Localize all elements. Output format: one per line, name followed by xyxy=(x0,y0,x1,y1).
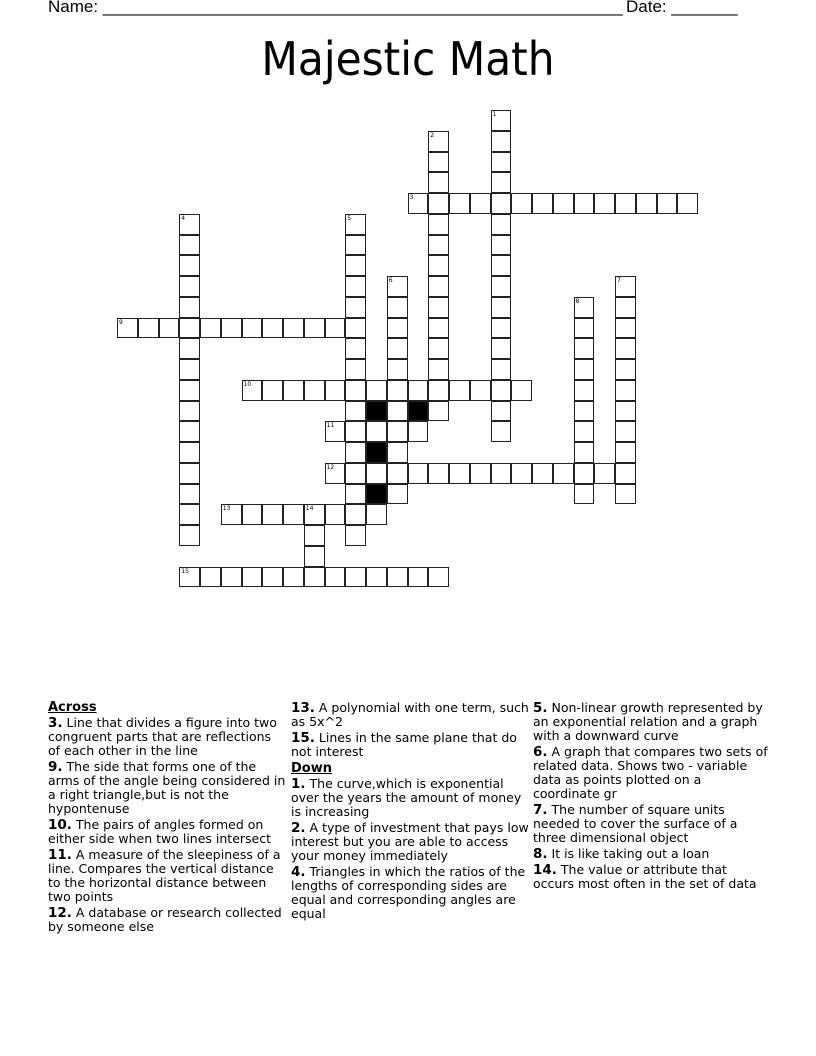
grid-cell[interactable] xyxy=(491,193,512,214)
grid-cell[interactable] xyxy=(325,567,346,588)
clue-down-7: 7. The number of square units needed to cover the surface of a three dimensional object xyxy=(533,802,738,845)
grid-cell[interactable] xyxy=(387,484,408,505)
grid-cell[interactable] xyxy=(345,235,366,256)
grid-cell[interactable] xyxy=(553,193,574,214)
grid-cell[interactable] xyxy=(615,442,636,463)
grid-cell[interactable] xyxy=(179,525,200,546)
grid-cell[interactable] xyxy=(304,546,325,567)
clue-down-1: 1. The curve,which is exponential over the years the amount of money is increasing xyxy=(291,776,522,819)
grid-cell[interactable] xyxy=(511,463,532,484)
grid-cell[interactable] xyxy=(491,297,512,318)
grid-cell[interactable] xyxy=(366,504,387,525)
grid-cell[interactable] xyxy=(615,297,636,318)
grid-cell[interactable] xyxy=(221,504,242,525)
grid-cell[interactable] xyxy=(159,318,180,339)
page-title: Majestic Math xyxy=(261,32,555,86)
grid-cell[interactable] xyxy=(615,193,636,214)
grid-cell[interactable] xyxy=(262,380,283,401)
grid-cell[interactable] xyxy=(449,193,470,214)
grid-cell[interactable] xyxy=(179,214,200,235)
grid-cell[interactable] xyxy=(594,193,615,214)
grid-cell[interactable] xyxy=(242,504,263,525)
grid-cell[interactable] xyxy=(179,463,200,484)
grid-cell[interactable] xyxy=(553,463,574,484)
grid-cell[interactable] xyxy=(470,380,491,401)
grid-cell[interactable] xyxy=(574,484,595,505)
clue-across-11: 11. A measure of the sleepiness of a line. Compares the vertical distance to the horizontal distance between two points xyxy=(48,847,281,904)
black-cell xyxy=(366,484,387,505)
clue-number: 4 xyxy=(181,214,186,222)
grid-cell[interactable] xyxy=(345,214,366,235)
grid-cell[interactable] xyxy=(304,567,325,588)
grid-cell[interactable] xyxy=(345,442,366,463)
grid-cell[interactable] xyxy=(574,380,595,401)
grid-cell[interactable] xyxy=(428,380,449,401)
grid-cell[interactable] xyxy=(428,255,449,276)
grid-cell[interactable] xyxy=(345,297,366,318)
grid-cell[interactable] xyxy=(428,297,449,318)
grid-cell[interactable] xyxy=(345,421,366,442)
clues-column-3 xyxy=(533,701,771,893)
grid-cell[interactable] xyxy=(221,318,242,339)
grid-cell[interactable] xyxy=(615,276,636,297)
grid-cell[interactable] xyxy=(574,318,595,339)
grid-cell[interactable] xyxy=(574,297,595,318)
grid-cell[interactable] xyxy=(615,318,636,339)
grid-cell[interactable] xyxy=(262,318,283,339)
grid-cell[interactable] xyxy=(615,484,636,505)
clue-number: 9 xyxy=(119,318,123,326)
grid-cell[interactable] xyxy=(179,380,200,401)
grid-cell[interactable] xyxy=(491,359,512,380)
grid-cell[interactable] xyxy=(491,214,512,235)
clue-across-10: 10. The pairs of angles formed on either side when two lines intersect xyxy=(48,817,271,846)
grid-cell[interactable] xyxy=(345,463,366,484)
grid-cell[interactable] xyxy=(242,380,263,401)
grid-cell[interactable] xyxy=(470,463,491,484)
grid-cell[interactable] xyxy=(304,525,325,546)
clue-number: 7 xyxy=(617,277,621,284)
grid-cell[interactable] xyxy=(408,421,429,442)
clue-number: 10 xyxy=(243,380,252,388)
clue-number: 12 xyxy=(326,463,335,471)
grid-cell[interactable] xyxy=(491,110,512,131)
grid-cell[interactable] xyxy=(345,567,366,588)
grid-cell[interactable] xyxy=(366,421,387,442)
grid-cell[interactable] xyxy=(325,504,346,525)
grid-cell[interactable] xyxy=(615,338,636,359)
clue-number: 1 xyxy=(492,111,497,118)
grid-cell[interactable] xyxy=(636,193,657,214)
grid-cell[interactable] xyxy=(179,504,200,525)
grid-cell[interactable] xyxy=(179,255,200,276)
grid-cell[interactable] xyxy=(428,193,449,214)
grid-cell[interactable] xyxy=(491,380,512,401)
grid-cell[interactable] xyxy=(677,193,698,214)
date-field-label: Date: _______ xyxy=(626,0,738,16)
clue-down-4: 4. Triangles in which the ratios of the lengths of corresponding sides are equal and corresponding angles are equal xyxy=(291,864,526,921)
clue-across-13: 13. A polynomial with one term, such as 5x^2 xyxy=(291,700,529,729)
grid-cell[interactable] xyxy=(179,421,200,442)
grid-cell[interactable] xyxy=(345,276,366,297)
grid-cell[interactable] xyxy=(594,463,615,484)
grid-cell[interactable] xyxy=(491,235,512,256)
grid-cell[interactable] xyxy=(428,359,449,380)
grid-cell[interactable] xyxy=(283,318,304,339)
grid-cell[interactable] xyxy=(428,401,449,422)
grid-cell[interactable] xyxy=(179,401,200,422)
clue-across-15: 15. Lines in the same plane that do not interest xyxy=(291,730,517,759)
grid-cell[interactable] xyxy=(345,255,366,276)
grid-cell[interactable] xyxy=(200,567,221,588)
clue-number: 11 xyxy=(326,422,335,430)
grid-cell[interactable] xyxy=(345,359,366,380)
grid-cell[interactable] xyxy=(387,297,408,318)
grid-cell[interactable] xyxy=(574,338,595,359)
grid-cell[interactable] xyxy=(179,338,200,359)
grid-cell[interactable] xyxy=(325,421,346,442)
clue-across-12: 12. A database or research collected by someone else xyxy=(48,905,282,934)
grid-cell[interactable] xyxy=(428,214,449,235)
clue-across-9: 9. The side that forms one of the arms of the angle being considered in a right triangle,but is not the hypontenuse xyxy=(48,759,286,816)
grid-cell[interactable] xyxy=(428,338,449,359)
grid-cell[interactable] xyxy=(408,193,429,214)
grid-cell[interactable] xyxy=(179,359,200,380)
across-heading: Across xyxy=(48,700,97,715)
clue-across-3: 3. Line that divides a figure into two congruent parts that are reflections of each other in the line xyxy=(48,715,277,758)
name-field-label: Name: _______________________________________________________ xyxy=(48,0,623,16)
grid-cell[interactable] xyxy=(574,463,595,484)
clue-number: 2 xyxy=(430,131,435,139)
grid-cell[interactable] xyxy=(491,255,512,276)
grid-cell[interactable] xyxy=(387,421,408,442)
grid-cell[interactable] xyxy=(387,442,408,463)
grid-cell[interactable] xyxy=(491,338,512,359)
grid-cell[interactable] xyxy=(345,401,366,422)
grid-cell[interactable] xyxy=(387,276,408,297)
grid-cell[interactable] xyxy=(428,235,449,256)
grid-cell[interactable] xyxy=(345,504,366,525)
grid-cell[interactable] xyxy=(345,484,366,505)
grid-cell[interactable] xyxy=(221,567,242,588)
grid-cell[interactable] xyxy=(532,463,553,484)
grid-cell[interactable] xyxy=(325,318,346,339)
grid-cell[interactable] xyxy=(387,380,408,401)
clue-number: 14 xyxy=(305,505,314,513)
grid-cell[interactable] xyxy=(491,318,512,339)
grid-cell[interactable] xyxy=(117,318,138,339)
grid-cell[interactable] xyxy=(242,318,263,339)
grid-cell[interactable] xyxy=(574,442,595,463)
grid-cell[interactable] xyxy=(449,380,470,401)
grid-cell[interactable] xyxy=(387,318,408,339)
grid-cell[interactable] xyxy=(387,463,408,484)
grid-cell[interactable] xyxy=(491,463,512,484)
grid-cell[interactable] xyxy=(304,380,325,401)
grid-cell[interactable] xyxy=(345,525,366,546)
grid-cell[interactable] xyxy=(366,567,387,588)
grid-cell[interactable] xyxy=(574,421,595,442)
grid-cell[interactable] xyxy=(179,442,200,463)
grid-cell[interactable] xyxy=(325,463,346,484)
grid-cell[interactable] xyxy=(345,380,366,401)
grid-cell[interactable] xyxy=(491,421,512,442)
grid-cell[interactable] xyxy=(387,567,408,588)
grid-cell[interactable] xyxy=(511,380,532,401)
clue-down-14: 14. The value or attribute that occurs most often in the set of data xyxy=(533,862,757,891)
down-heading: Down xyxy=(291,761,332,776)
black-cell xyxy=(366,442,387,463)
black-cell xyxy=(366,401,387,422)
header xyxy=(48,0,738,17)
grid-cell[interactable] xyxy=(511,193,532,214)
grid-cell[interactable] xyxy=(304,318,325,339)
clues-column-2 xyxy=(291,701,529,923)
grid-cell[interactable] xyxy=(138,318,159,339)
grid-cell[interactable] xyxy=(615,463,636,484)
grid-cell[interactable] xyxy=(428,152,449,173)
grid-cell[interactable] xyxy=(532,193,553,214)
grid-cell[interactable] xyxy=(491,152,512,173)
grid-cell[interactable] xyxy=(615,421,636,442)
grid-cell[interactable] xyxy=(262,567,283,588)
grid-cell[interactable] xyxy=(615,380,636,401)
grid-cell[interactable] xyxy=(491,401,512,422)
grid-cell[interactable] xyxy=(387,401,408,422)
grid-cell[interactable] xyxy=(179,235,200,256)
grid-cell[interactable] xyxy=(574,401,595,422)
grid-cell[interactable] xyxy=(179,567,200,588)
clue-down-5: 5. Non-linear growth represented by an exponential relation and a graph with a downward curve xyxy=(533,700,763,743)
grid-cell[interactable] xyxy=(428,276,449,297)
clue-down-2: 2. A type of investment that pays low interest but you are able to access your money immediately xyxy=(291,820,529,863)
clue-number: 5 xyxy=(347,214,352,222)
grid-cell[interactable] xyxy=(428,463,449,484)
clue-down-6: 6. A graph that compares two sets of related data. Shows two - variable data as points plotted on a coordinate gr xyxy=(533,744,768,801)
grid-cell[interactable] xyxy=(470,193,491,214)
grid-cell[interactable] xyxy=(283,504,304,525)
grid-cell[interactable] xyxy=(449,463,470,484)
clue-number: 8 xyxy=(575,297,580,305)
grid-cell[interactable] xyxy=(491,172,512,193)
clue-down-8: 8. It is like taking out a loan xyxy=(533,846,710,862)
grid-cell[interactable] xyxy=(491,276,512,297)
grid-cell[interactable] xyxy=(179,318,200,339)
grid-cell[interactable] xyxy=(262,504,283,525)
black-cell xyxy=(408,401,429,422)
grid-cell[interactable] xyxy=(366,463,387,484)
grid-cell[interactable] xyxy=(428,172,449,193)
grid-cell[interactable] xyxy=(366,380,387,401)
grid-cell[interactable] xyxy=(200,318,221,339)
grid-cell[interactable] xyxy=(408,567,429,588)
clue-number: 15 xyxy=(181,567,189,575)
clue-number: 3 xyxy=(409,194,414,201)
grid-cell[interactable] xyxy=(283,380,304,401)
clue-number: 6 xyxy=(388,277,393,284)
grid-cell[interactable] xyxy=(242,567,263,588)
grid-cell[interactable] xyxy=(428,567,449,588)
grid-cell[interactable] xyxy=(615,401,636,422)
grid-cell[interactable] xyxy=(345,338,366,359)
clue-number: 13 xyxy=(222,505,231,513)
grid-cell[interactable] xyxy=(408,463,429,484)
grid-cell[interactable] xyxy=(615,359,636,380)
grid-cell[interactable] xyxy=(428,318,449,339)
grid-cell[interactable] xyxy=(179,484,200,505)
grid-cell[interactable] xyxy=(657,193,678,214)
grid-cell[interactable] xyxy=(408,380,429,401)
grid-cell[interactable] xyxy=(179,297,200,318)
grid-cell[interactable] xyxy=(387,338,408,359)
grid-cell[interactable] xyxy=(428,131,449,152)
grid-cell[interactable] xyxy=(574,359,595,380)
grid-cell[interactable] xyxy=(345,318,366,339)
grid-cell[interactable] xyxy=(491,131,512,152)
grid-cell[interactable] xyxy=(574,193,595,214)
grid-cell[interactable] xyxy=(283,567,304,588)
clues-column-1 xyxy=(48,700,286,936)
grid-cell[interactable] xyxy=(325,380,346,401)
grid-cell[interactable] xyxy=(179,276,200,297)
grid-cell[interactable] xyxy=(387,359,408,380)
grid-cell[interactable] xyxy=(304,504,325,525)
